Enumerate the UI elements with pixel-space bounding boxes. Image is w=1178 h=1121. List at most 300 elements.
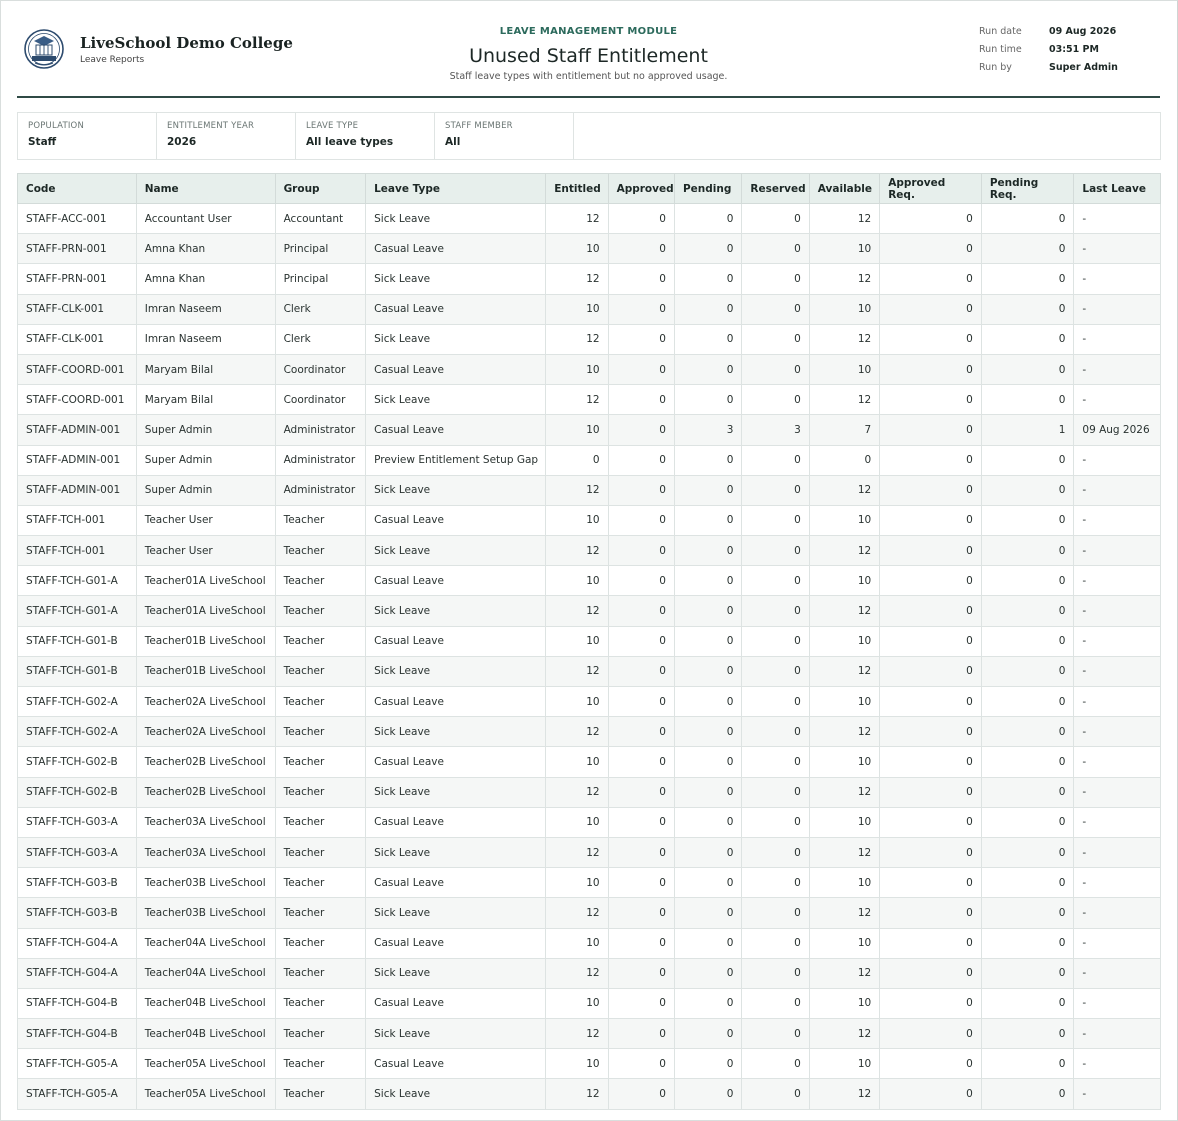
table-row — [18, 505, 1161, 535]
last-leave-cell: - — [1074, 354, 1161, 384]
table-row — [18, 807, 1161, 837]
table-row — [18, 536, 1161, 566]
code-cell: STAFF-COORD-001 — [18, 385, 137, 415]
filter-value: All — [445, 136, 461, 148]
entitled-cell: 12 — [546, 717, 608, 747]
entitled-cell: 12 — [546, 958, 608, 988]
name-cell: Teacher02B LiveSchool — [136, 777, 275, 807]
run-date-row — [979, 26, 1118, 44]
approved-cell: 0 — [608, 656, 674, 686]
code-cell: STAFF-ADMIN-001 — [18, 445, 137, 475]
pending-cell: 0 — [674, 505, 741, 535]
entitled-cell: 12 — [546, 204, 608, 234]
name-cell: Teacher04B LiveSchool — [136, 1019, 275, 1049]
leave-type-cell: Sick Leave — [366, 475, 546, 505]
reserved-cell: 3 — [742, 415, 809, 445]
filter-leave-type — [296, 113, 435, 159]
approved-cell: 0 — [608, 747, 674, 777]
run-date-label: Run date — [979, 26, 1022, 37]
leave-type-cell: Sick Leave — [366, 264, 546, 294]
available-cell: 10 — [809, 294, 879, 324]
group-cell: Administrator — [275, 445, 366, 475]
available-cell: 12 — [809, 958, 879, 988]
approved-req-cell: 0 — [880, 566, 982, 596]
reserved-cell: 0 — [742, 294, 809, 324]
filter-label: STAFF MEMBER — [445, 121, 513, 131]
column-header-reserved[interactable]: Reserved — [742, 174, 809, 204]
column-header-available[interactable]: Available — [809, 174, 879, 204]
pending-cell: 0 — [674, 868, 741, 898]
available-cell: 12 — [809, 324, 879, 354]
table-row — [18, 294, 1161, 324]
leave-type-cell: Sick Leave — [366, 1019, 546, 1049]
entitled-cell: 12 — [546, 536, 608, 566]
leave-type-cell: Casual Leave — [366, 354, 546, 384]
last-leave-cell: - — [1074, 898, 1161, 928]
name-cell: Teacher User — [136, 505, 275, 535]
available-cell: 12 — [809, 385, 879, 415]
pending-cell: 0 — [674, 687, 741, 717]
approved-cell: 0 — [608, 626, 674, 656]
table-row — [18, 204, 1161, 234]
name-cell: Teacher02A LiveSchool — [136, 717, 275, 747]
entitled-cell: 0 — [546, 445, 608, 475]
leave-type-cell: Casual Leave — [366, 505, 546, 535]
name-cell: Super Admin — [136, 445, 275, 475]
reserved-cell: 0 — [742, 324, 809, 354]
approved-req-cell: 0 — [880, 354, 982, 384]
name-cell: Amna Khan — [136, 264, 275, 294]
code-cell: STAFF-TCH-G03-B — [18, 868, 137, 898]
approved-req-cell: 0 — [880, 596, 982, 626]
code-cell: STAFF-TCH-G02-A — [18, 717, 137, 747]
filter-value: 2026 — [167, 136, 197, 148]
last-leave-cell: 09 Aug 2026 — [1074, 415, 1161, 445]
last-leave-cell: - — [1074, 1019, 1161, 1049]
pending-req-cell: 0 — [981, 234, 1074, 264]
name-cell: Super Admin — [136, 415, 275, 445]
column-header-last-leave[interactable]: Last Leave — [1074, 174, 1161, 204]
table-row — [18, 354, 1161, 384]
last-leave-cell: - — [1074, 928, 1161, 958]
leave-type-cell: Sick Leave — [366, 837, 546, 867]
filter-entitlement-year — [157, 113, 296, 159]
pending-req-cell: 0 — [981, 626, 1074, 656]
column-header-approved-req[interactable]: Approved Req. — [880, 174, 982, 204]
approved-cell: 0 — [608, 234, 674, 264]
table-row — [18, 566, 1161, 596]
available-cell: 12 — [809, 898, 879, 928]
approved-cell: 0 — [608, 1049, 674, 1079]
pending-req-cell: 0 — [981, 928, 1074, 958]
name-cell: Amna Khan — [136, 234, 275, 264]
approved-cell: 0 — [608, 928, 674, 958]
code-cell: STAFF-PRN-001 — [18, 264, 137, 294]
column-header-group[interactable]: Group — [275, 174, 366, 204]
table-row — [18, 1049, 1161, 1079]
last-leave-cell: - — [1074, 445, 1161, 475]
run-time-value: 03:51 PM — [1049, 44, 1099, 55]
leave-type-cell: Casual Leave — [366, 988, 546, 1018]
code-cell: STAFF-CLK-001 — [18, 324, 137, 354]
group-cell: Clerk — [275, 294, 366, 324]
entitled-cell: 12 — [546, 837, 608, 867]
name-cell: Teacher01B LiveSchool — [136, 656, 275, 686]
table-row — [18, 958, 1161, 988]
approved-cell: 0 — [608, 475, 674, 505]
reserved-cell: 0 — [742, 988, 809, 1018]
pending-cell: 0 — [674, 445, 741, 475]
reserved-cell: 0 — [742, 656, 809, 686]
code-cell: STAFF-TCH-G02-B — [18, 747, 137, 777]
table-row — [18, 1079, 1161, 1109]
approved-cell: 0 — [608, 596, 674, 626]
pending-req-cell: 0 — [981, 1019, 1074, 1049]
table-row — [18, 264, 1161, 294]
leave-type-cell: Casual Leave — [366, 807, 546, 837]
approved-cell: 0 — [608, 1019, 674, 1049]
leave-type-cell: Sick Leave — [366, 656, 546, 686]
reserved-cell: 0 — [742, 1079, 809, 1109]
column-header-leave-type[interactable]: Leave Type — [366, 174, 546, 204]
reserved-cell: 0 — [742, 505, 809, 535]
table-body — [18, 204, 1161, 1110]
approved-req-cell: 0 — [880, 445, 982, 475]
approved-req-cell: 0 — [880, 264, 982, 294]
name-cell: Maryam Bilal — [136, 385, 275, 415]
reserved-cell: 0 — [742, 385, 809, 415]
table-row — [18, 626, 1161, 656]
leave-type-cell: Sick Leave — [366, 1079, 546, 1109]
entitled-cell: 12 — [546, 475, 608, 505]
code-cell: STAFF-ADMIN-001 — [18, 475, 137, 505]
column-header-approved[interactable]: Approved — [608, 174, 674, 204]
name-cell: Teacher03A LiveSchool — [136, 807, 275, 837]
leave-type-cell: Casual Leave — [366, 566, 546, 596]
group-cell: Teacher — [275, 566, 366, 596]
group-cell: Teacher — [275, 988, 366, 1018]
approved-cell: 0 — [608, 837, 674, 867]
group-cell: Teacher — [275, 807, 366, 837]
group-cell: Administrator — [275, 415, 366, 445]
run-metadata — [979, 26, 1118, 80]
available-cell: 12 — [809, 264, 879, 294]
filter-value: Staff — [28, 136, 57, 148]
pending-req-cell: 0 — [981, 596, 1074, 626]
pending-cell: 0 — [674, 928, 741, 958]
available-cell: 12 — [809, 777, 879, 807]
available-cell: 12 — [809, 596, 879, 626]
leave-type-cell: Sick Leave — [366, 777, 546, 807]
available-cell: 10 — [809, 868, 879, 898]
run-by-row — [979, 62, 1118, 80]
pending-cell: 0 — [674, 234, 741, 264]
report-header — [17, 18, 1160, 98]
available-cell: 7 — [809, 415, 879, 445]
run-time-label: Run time — [979, 44, 1022, 55]
available-cell: 12 — [809, 837, 879, 867]
group-cell: Teacher — [275, 1049, 366, 1079]
pending-req-cell: 0 — [981, 536, 1074, 566]
pending-req-cell: 0 — [981, 656, 1074, 686]
pending-cell: 3 — [674, 415, 741, 445]
name-cell: Teacher03B LiveSchool — [136, 898, 275, 928]
table-header-row — [18, 174, 1161, 204]
table-row — [18, 324, 1161, 354]
leave-type-cell: Sick Leave — [366, 717, 546, 747]
group-cell: Coordinator — [275, 385, 366, 415]
reserved-cell: 0 — [742, 747, 809, 777]
last-leave-cell: - — [1074, 536, 1161, 566]
entitlement-table — [17, 173, 1161, 1110]
run-time-row — [979, 44, 1118, 62]
group-cell: Coordinator — [275, 354, 366, 384]
entitled-cell: 10 — [546, 354, 608, 384]
table-row — [18, 747, 1161, 777]
pending-req-cell: 0 — [981, 354, 1074, 384]
code-cell: STAFF-TCH-G03-A — [18, 807, 137, 837]
approved-req-cell: 0 — [880, 717, 982, 747]
approved-cell: 0 — [608, 204, 674, 234]
entitled-cell: 10 — [546, 807, 608, 837]
pending-cell: 0 — [674, 626, 741, 656]
approved-req-cell: 0 — [880, 324, 982, 354]
approved-req-cell: 0 — [880, 928, 982, 958]
group-cell: Principal — [275, 264, 366, 294]
approved-req-cell: 0 — [880, 777, 982, 807]
entitled-cell: 10 — [546, 294, 608, 324]
available-cell: 10 — [809, 354, 879, 384]
code-cell: STAFF-TCH-G03-B — [18, 898, 137, 928]
approved-req-cell: 0 — [880, 898, 982, 928]
pending-cell: 0 — [674, 536, 741, 566]
available-cell: 10 — [809, 234, 879, 264]
last-leave-cell: - — [1074, 687, 1161, 717]
filter-summary — [17, 112, 1161, 160]
last-leave-cell: - — [1074, 294, 1161, 324]
last-leave-cell: - — [1074, 777, 1161, 807]
approved-cell: 0 — [608, 988, 674, 1018]
available-cell: 10 — [809, 807, 879, 837]
college-subtitle: Leave Reports — [80, 55, 145, 65]
name-cell: Teacher User — [136, 536, 275, 566]
reserved-cell: 0 — [742, 777, 809, 807]
approved-req-cell: 0 — [880, 837, 982, 867]
pending-cell: 0 — [674, 777, 741, 807]
code-cell: STAFF-TCH-G05-A — [18, 1049, 137, 1079]
column-header-code[interactable]: Code — [18, 174, 137, 204]
pending-req-cell: 0 — [981, 687, 1074, 717]
approved-req-cell: 0 — [880, 385, 982, 415]
leave-type-cell: Casual Leave — [366, 626, 546, 656]
approved-cell: 0 — [608, 777, 674, 807]
table-row — [18, 687, 1161, 717]
group-cell: Teacher — [275, 928, 366, 958]
leave-type-cell: Sick Leave — [366, 898, 546, 928]
group-cell: Teacher — [275, 958, 366, 988]
pending-cell: 0 — [674, 1019, 741, 1049]
reserved-cell: 0 — [742, 626, 809, 656]
last-leave-cell: - — [1074, 626, 1161, 656]
table-row — [18, 868, 1161, 898]
reserved-cell: 0 — [742, 204, 809, 234]
module-label: LEAVE MANAGEMENT MODULE — [499, 26, 678, 37]
table-row — [18, 837, 1161, 867]
report-description: Staff leave types with entitlement but no approved usage. — [449, 71, 728, 82]
leave-type-cell: Casual Leave — [366, 868, 546, 898]
approved-cell: 0 — [608, 717, 674, 747]
available-cell: 12 — [809, 1019, 879, 1049]
available-cell: 12 — [809, 204, 879, 234]
approved-cell: 0 — [608, 687, 674, 717]
entitled-cell: 10 — [546, 1049, 608, 1079]
entitled-cell: 12 — [546, 656, 608, 686]
reserved-cell: 0 — [742, 837, 809, 867]
last-leave-cell: - — [1074, 505, 1161, 535]
entitled-cell: 12 — [546, 596, 608, 626]
leave-type-cell: Sick Leave — [366, 385, 546, 415]
approved-req-cell: 0 — [880, 536, 982, 566]
name-cell: Teacher03B LiveSchool — [136, 868, 275, 898]
group-cell: Teacher — [275, 687, 366, 717]
reserved-cell: 0 — [742, 717, 809, 747]
run-by-label: Run by — [979, 62, 1012, 73]
code-cell: STAFF-TCH-G01-A — [18, 566, 137, 596]
table-row — [18, 777, 1161, 807]
filter-label: ENTITLEMENT YEAR — [167, 121, 255, 131]
leave-type-cell: Casual Leave — [366, 1049, 546, 1079]
table-row — [18, 385, 1161, 415]
approved-req-cell: 0 — [880, 234, 982, 264]
pending-req-cell: 0 — [981, 445, 1074, 475]
group-cell: Teacher — [275, 626, 366, 656]
approved-cell: 0 — [608, 294, 674, 324]
code-cell: STAFF-TCH-G01-B — [18, 656, 137, 686]
approved-req-cell: 0 — [880, 415, 982, 445]
code-cell: STAFF-TCH-G02-A — [18, 687, 137, 717]
available-cell: 0 — [809, 445, 879, 475]
entitled-cell: 10 — [546, 687, 608, 717]
pending-req-cell: 0 — [981, 988, 1074, 1018]
group-cell: Teacher — [275, 868, 366, 898]
last-leave-cell: - — [1074, 837, 1161, 867]
available-cell: 12 — [809, 536, 879, 566]
entitled-cell: 12 — [546, 1079, 608, 1109]
name-cell: Teacher02A LiveSchool — [136, 687, 275, 717]
code-cell: STAFF-TCH-G04-B — [18, 1019, 137, 1049]
pending-req-cell: 0 — [981, 958, 1074, 988]
last-leave-cell: - — [1074, 234, 1161, 264]
pending-cell: 0 — [674, 1049, 741, 1079]
pending-cell: 0 — [674, 294, 741, 324]
code-cell: STAFF-TCH-G01-A — [18, 596, 137, 626]
pending-cell: 0 — [674, 596, 741, 626]
column-header-name[interactable]: Name — [136, 174, 275, 204]
entitled-cell: 12 — [546, 385, 608, 415]
last-leave-cell: - — [1074, 656, 1161, 686]
leave-type-cell: Sick Leave — [366, 596, 546, 626]
approved-req-cell: 0 — [880, 868, 982, 898]
pending-req-cell: 0 — [981, 868, 1074, 898]
reserved-cell: 0 — [742, 807, 809, 837]
leave-type-cell: Sick Leave — [366, 536, 546, 566]
pending-req-cell: 0 — [981, 717, 1074, 747]
filter-label: POPULATION — [28, 121, 84, 131]
pending-req-cell: 0 — [981, 1079, 1074, 1109]
last-leave-cell: - — [1074, 475, 1161, 505]
pending-cell: 0 — [674, 264, 741, 294]
table-row — [18, 988, 1161, 1018]
group-cell: Teacher — [275, 596, 366, 626]
pending-req-cell: 0 — [981, 837, 1074, 867]
last-leave-cell: - — [1074, 988, 1161, 1018]
last-leave-cell: - — [1074, 717, 1161, 747]
run-date-value: 09 Aug 2026 — [1049, 26, 1117, 37]
column-header-pending[interactable]: Pending — [674, 174, 741, 204]
available-cell: 12 — [809, 475, 879, 505]
group-cell: Teacher — [275, 1079, 366, 1109]
pending-cell: 0 — [674, 898, 741, 928]
pending-req-cell: 0 — [981, 1049, 1074, 1079]
approved-req-cell: 0 — [880, 1079, 982, 1109]
pending-req-cell: 0 — [981, 294, 1074, 324]
approved-cell: 0 — [608, 807, 674, 837]
group-cell: Teacher — [275, 777, 366, 807]
approved-req-cell: 0 — [880, 294, 982, 324]
available-cell: 10 — [809, 747, 879, 777]
pending-req-cell: 1 — [981, 415, 1074, 445]
group-cell: Teacher — [275, 837, 366, 867]
last-leave-cell: - — [1074, 958, 1161, 988]
filter-population — [18, 113, 157, 159]
column-header-pending-req[interactable]: Pending Req. — [981, 174, 1074, 204]
available-cell: 10 — [809, 1049, 879, 1079]
approved-req-cell: 0 — [880, 505, 982, 535]
last-leave-cell: - — [1074, 868, 1161, 898]
approved-req-cell: 0 — [880, 807, 982, 837]
table-row — [18, 415, 1161, 445]
entitled-cell: 12 — [546, 264, 608, 294]
approved-req-cell: 0 — [880, 958, 982, 988]
code-cell: STAFF-TCH-001 — [18, 505, 137, 535]
code-cell: STAFF-TCH-G01-B — [18, 626, 137, 656]
leave-type-cell: Casual Leave — [366, 687, 546, 717]
group-cell: Teacher — [275, 717, 366, 747]
reserved-cell: 0 — [742, 566, 809, 596]
reserved-cell: 0 — [742, 354, 809, 384]
name-cell: Maryam Bilal — [136, 354, 275, 384]
entitled-cell: 12 — [546, 324, 608, 354]
entitled-cell: 10 — [546, 747, 608, 777]
name-cell: Teacher01A LiveSchool — [136, 596, 275, 626]
group-cell: Teacher — [275, 656, 366, 686]
pending-req-cell: 0 — [981, 747, 1074, 777]
pending-cell: 0 — [674, 385, 741, 415]
pending-req-cell: 0 — [981, 807, 1074, 837]
reserved-cell: 0 — [742, 596, 809, 626]
entitled-cell: 12 — [546, 777, 608, 807]
available-cell: 12 — [809, 656, 879, 686]
name-cell: Super Admin — [136, 475, 275, 505]
name-cell: Accountant User — [136, 204, 275, 234]
code-cell: STAFF-TCH-G04-B — [18, 988, 137, 1018]
column-header-entitled[interactable]: Entitled — [546, 174, 608, 204]
pending-cell: 0 — [674, 717, 741, 747]
pending-req-cell: 0 — [981, 204, 1074, 234]
reserved-cell: 0 — [742, 445, 809, 475]
approved-req-cell: 0 — [880, 687, 982, 717]
group-cell: Teacher — [275, 747, 366, 777]
